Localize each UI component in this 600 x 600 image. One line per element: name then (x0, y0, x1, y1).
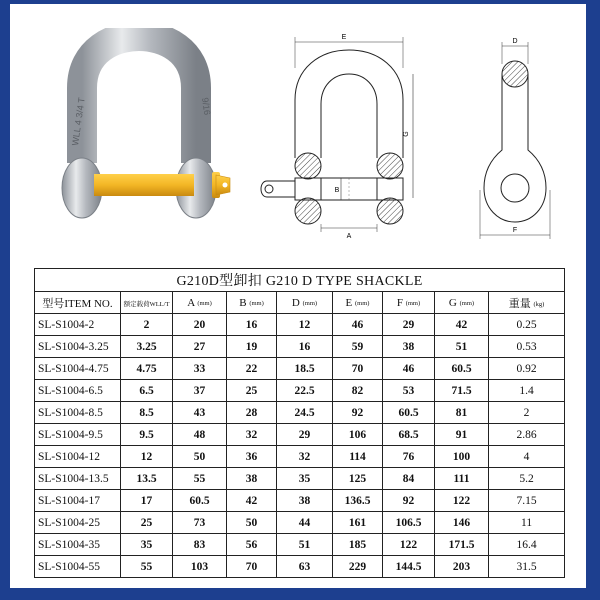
dim-label-b: B (334, 187, 340, 194)
cell-weight: 0.53 (489, 336, 565, 358)
cell-wll: 25 (121, 512, 173, 534)
shackle-bow (82, 36, 196, 163)
cell-d: 63 (277, 556, 333, 578)
cell-a: 103 (173, 556, 227, 578)
cell-weight: 1.4 (489, 380, 565, 402)
cell-model: SL-S1004-13.5 (35, 468, 121, 490)
body-marking-right: 9/16 (200, 96, 213, 116)
spec-table (34, 268, 565, 578)
cell-g: 60.5 (435, 358, 489, 380)
cell-d: 29 (277, 424, 333, 446)
cell-model: SL-S1004-12 (35, 446, 121, 468)
cell-f: 84 (383, 468, 435, 490)
cell-a: 55 (173, 468, 227, 490)
table-header-row (35, 292, 565, 314)
cell-weight: 2.86 (489, 424, 565, 446)
dim-label-d: D (512, 38, 518, 45)
cell-e: 185 (333, 534, 383, 556)
cell-e: 46 (333, 314, 383, 336)
header-weight: 重量 (kg) (489, 292, 565, 314)
cell-f: 122 (383, 534, 435, 556)
cell-a: 20 (173, 314, 227, 336)
cell-b: 36 (227, 446, 277, 468)
table-row (35, 336, 565, 358)
cell-d: 32 (277, 446, 333, 468)
cell-wll: 4.75 (121, 358, 173, 380)
cell-model: SL-S1004-17 (35, 490, 121, 512)
cell-b: 25 (227, 380, 277, 402)
shackle-photo (44, 28, 234, 233)
cell-b: 19 (227, 336, 277, 358)
cell-b: 50 (227, 512, 277, 534)
cell-weight: 0.92 (489, 358, 565, 380)
cell-a: 27 (173, 336, 227, 358)
cell-e: 114 (333, 446, 383, 468)
header-wll: 额定载荷WLL/T (121, 292, 173, 314)
cell-g: 146 (435, 512, 489, 534)
cell-weight: 11 (489, 512, 565, 534)
cell-e: 136.5 (333, 490, 383, 512)
cell-model: SL-S1004-55 (35, 556, 121, 578)
cell-f: 68.5 (383, 424, 435, 446)
cell-a: 33 (173, 358, 227, 380)
cell-g: 171.5 (435, 534, 489, 556)
cell-wll: 35 (121, 534, 173, 556)
cell-e: 229 (333, 556, 383, 578)
cell-wll: 13.5 (121, 468, 173, 490)
cell-e: 161 (333, 512, 383, 534)
cell-e: 106 (333, 424, 383, 446)
cell-b: 56 (227, 534, 277, 556)
cell-a: 83 (173, 534, 227, 556)
cell-d: 16 (277, 336, 333, 358)
table-row (35, 402, 565, 424)
cell-a: 37 (173, 380, 227, 402)
cell-weight: 7.15 (489, 490, 565, 512)
cell-e: 92 (333, 402, 383, 424)
cell-f: 92 (383, 490, 435, 512)
cell-g: 42 (435, 314, 489, 336)
cell-weight: 5.2 (489, 468, 565, 490)
cell-g: 122 (435, 490, 489, 512)
blue-border-left (0, 0, 10, 600)
cell-weight: 31.5 (489, 556, 565, 578)
cell-g: 111 (435, 468, 489, 490)
cell-d: 35 (277, 468, 333, 490)
cell-weight: 0.25 (489, 314, 565, 336)
cell-wll: 12 (121, 446, 173, 468)
cell-e: 82 (333, 380, 383, 402)
cell-model: SL-S1004-9.5 (35, 424, 121, 446)
cell-b: 16 (227, 314, 277, 336)
cell-f: 60.5 (383, 402, 435, 424)
cell-b: 70 (227, 556, 277, 578)
blue-border-bottom (0, 588, 600, 600)
cell-model: SL-S1004-25 (35, 512, 121, 534)
cell-b: 22 (227, 358, 277, 380)
cell-f: 106.5 (383, 512, 435, 534)
cell-g: 203 (435, 556, 489, 578)
table-row (35, 380, 565, 402)
cell-wll: 17 (121, 490, 173, 512)
cell-weight: 2 (489, 402, 565, 424)
cell-d: 22.5 (277, 380, 333, 402)
cell-f: 53 (383, 380, 435, 402)
cell-d: 51 (277, 534, 333, 556)
header-a: A (mm) (173, 292, 227, 314)
table-row (35, 424, 565, 446)
spec-table-container (34, 268, 564, 578)
table-row (35, 556, 565, 578)
cell-weight: 4 (489, 446, 565, 468)
table-row (35, 446, 565, 468)
header-e: E (mm) (333, 292, 383, 314)
cell-d: 24.5 (277, 402, 333, 424)
blue-border-right (586, 0, 600, 600)
dim-label-e: E (341, 34, 347, 41)
cell-e: 125 (333, 468, 383, 490)
cell-b: 38 (227, 468, 277, 490)
table-row (35, 512, 565, 534)
cell-f: 76 (383, 446, 435, 468)
cell-model: SL-S1004-2 (35, 314, 121, 336)
header-d: D (mm) (277, 292, 333, 314)
cell-wll: 9.5 (121, 424, 173, 446)
cell-g: 51 (435, 336, 489, 358)
cell-d: 18.5 (277, 358, 333, 380)
cell-wll: 3.25 (121, 336, 173, 358)
dim-label-g: G (403, 131, 410, 137)
cell-b: 42 (227, 490, 277, 512)
cell-a: 60.5 (173, 490, 227, 512)
cell-g: 100 (435, 446, 489, 468)
cell-d: 44 (277, 512, 333, 534)
cell-wll: 6.5 (121, 380, 173, 402)
shackle-pin (94, 174, 194, 196)
cell-g: 81 (435, 402, 489, 424)
header-f: F (mm) (383, 292, 435, 314)
cell-model: SL-S1004-6.5 (35, 380, 121, 402)
shackle-front-drawing (255, 28, 430, 243)
cell-a: 50 (173, 446, 227, 468)
cell-a: 48 (173, 424, 227, 446)
shackle-end-drawing (470, 30, 560, 245)
cell-g: 71.5 (435, 380, 489, 402)
cell-wll: 8.5 (121, 402, 173, 424)
cell-d: 12 (277, 314, 333, 336)
table-row (35, 468, 565, 490)
cell-wll: 55 (121, 556, 173, 578)
cell-model: SL-S1004-35 (35, 534, 121, 556)
cell-e: 59 (333, 336, 383, 358)
cell-model: SL-S1004-4.75 (35, 358, 121, 380)
cell-a: 73 (173, 512, 227, 534)
header-b: B (mm) (227, 292, 277, 314)
dim-label-a: A (346, 233, 352, 240)
cell-model: SL-S1004-8.5 (35, 402, 121, 424)
cell-wll: 2 (121, 314, 173, 336)
cell-b: 32 (227, 424, 277, 446)
dim-label-f: F (512, 227, 518, 234)
header-g: G (mm) (435, 292, 489, 314)
header-model: 型号ITEM NO. (35, 292, 121, 314)
table-title: G210D型卸扣 G210 D TYPE SHACKLE (35, 269, 565, 292)
cell-b: 28 (227, 402, 277, 424)
cell-weight: 16.4 (489, 534, 565, 556)
table-row (35, 490, 565, 512)
cell-f: 38 (383, 336, 435, 358)
table-row (35, 314, 565, 336)
cell-f: 29 (383, 314, 435, 336)
cell-g: 91 (435, 424, 489, 446)
cell-a: 43 (173, 402, 227, 424)
cell-e: 70 (333, 358, 383, 380)
cell-model: SL-S1004-3.25 (35, 336, 121, 358)
blue-border-top (0, 0, 600, 4)
cell-f: 144.5 (383, 556, 435, 578)
table-row (35, 534, 565, 556)
cell-f: 46 (383, 358, 435, 380)
cell-d: 38 (277, 490, 333, 512)
table-row (35, 358, 565, 380)
body-marking-left: WLL 4 3/4 T (70, 96, 87, 147)
